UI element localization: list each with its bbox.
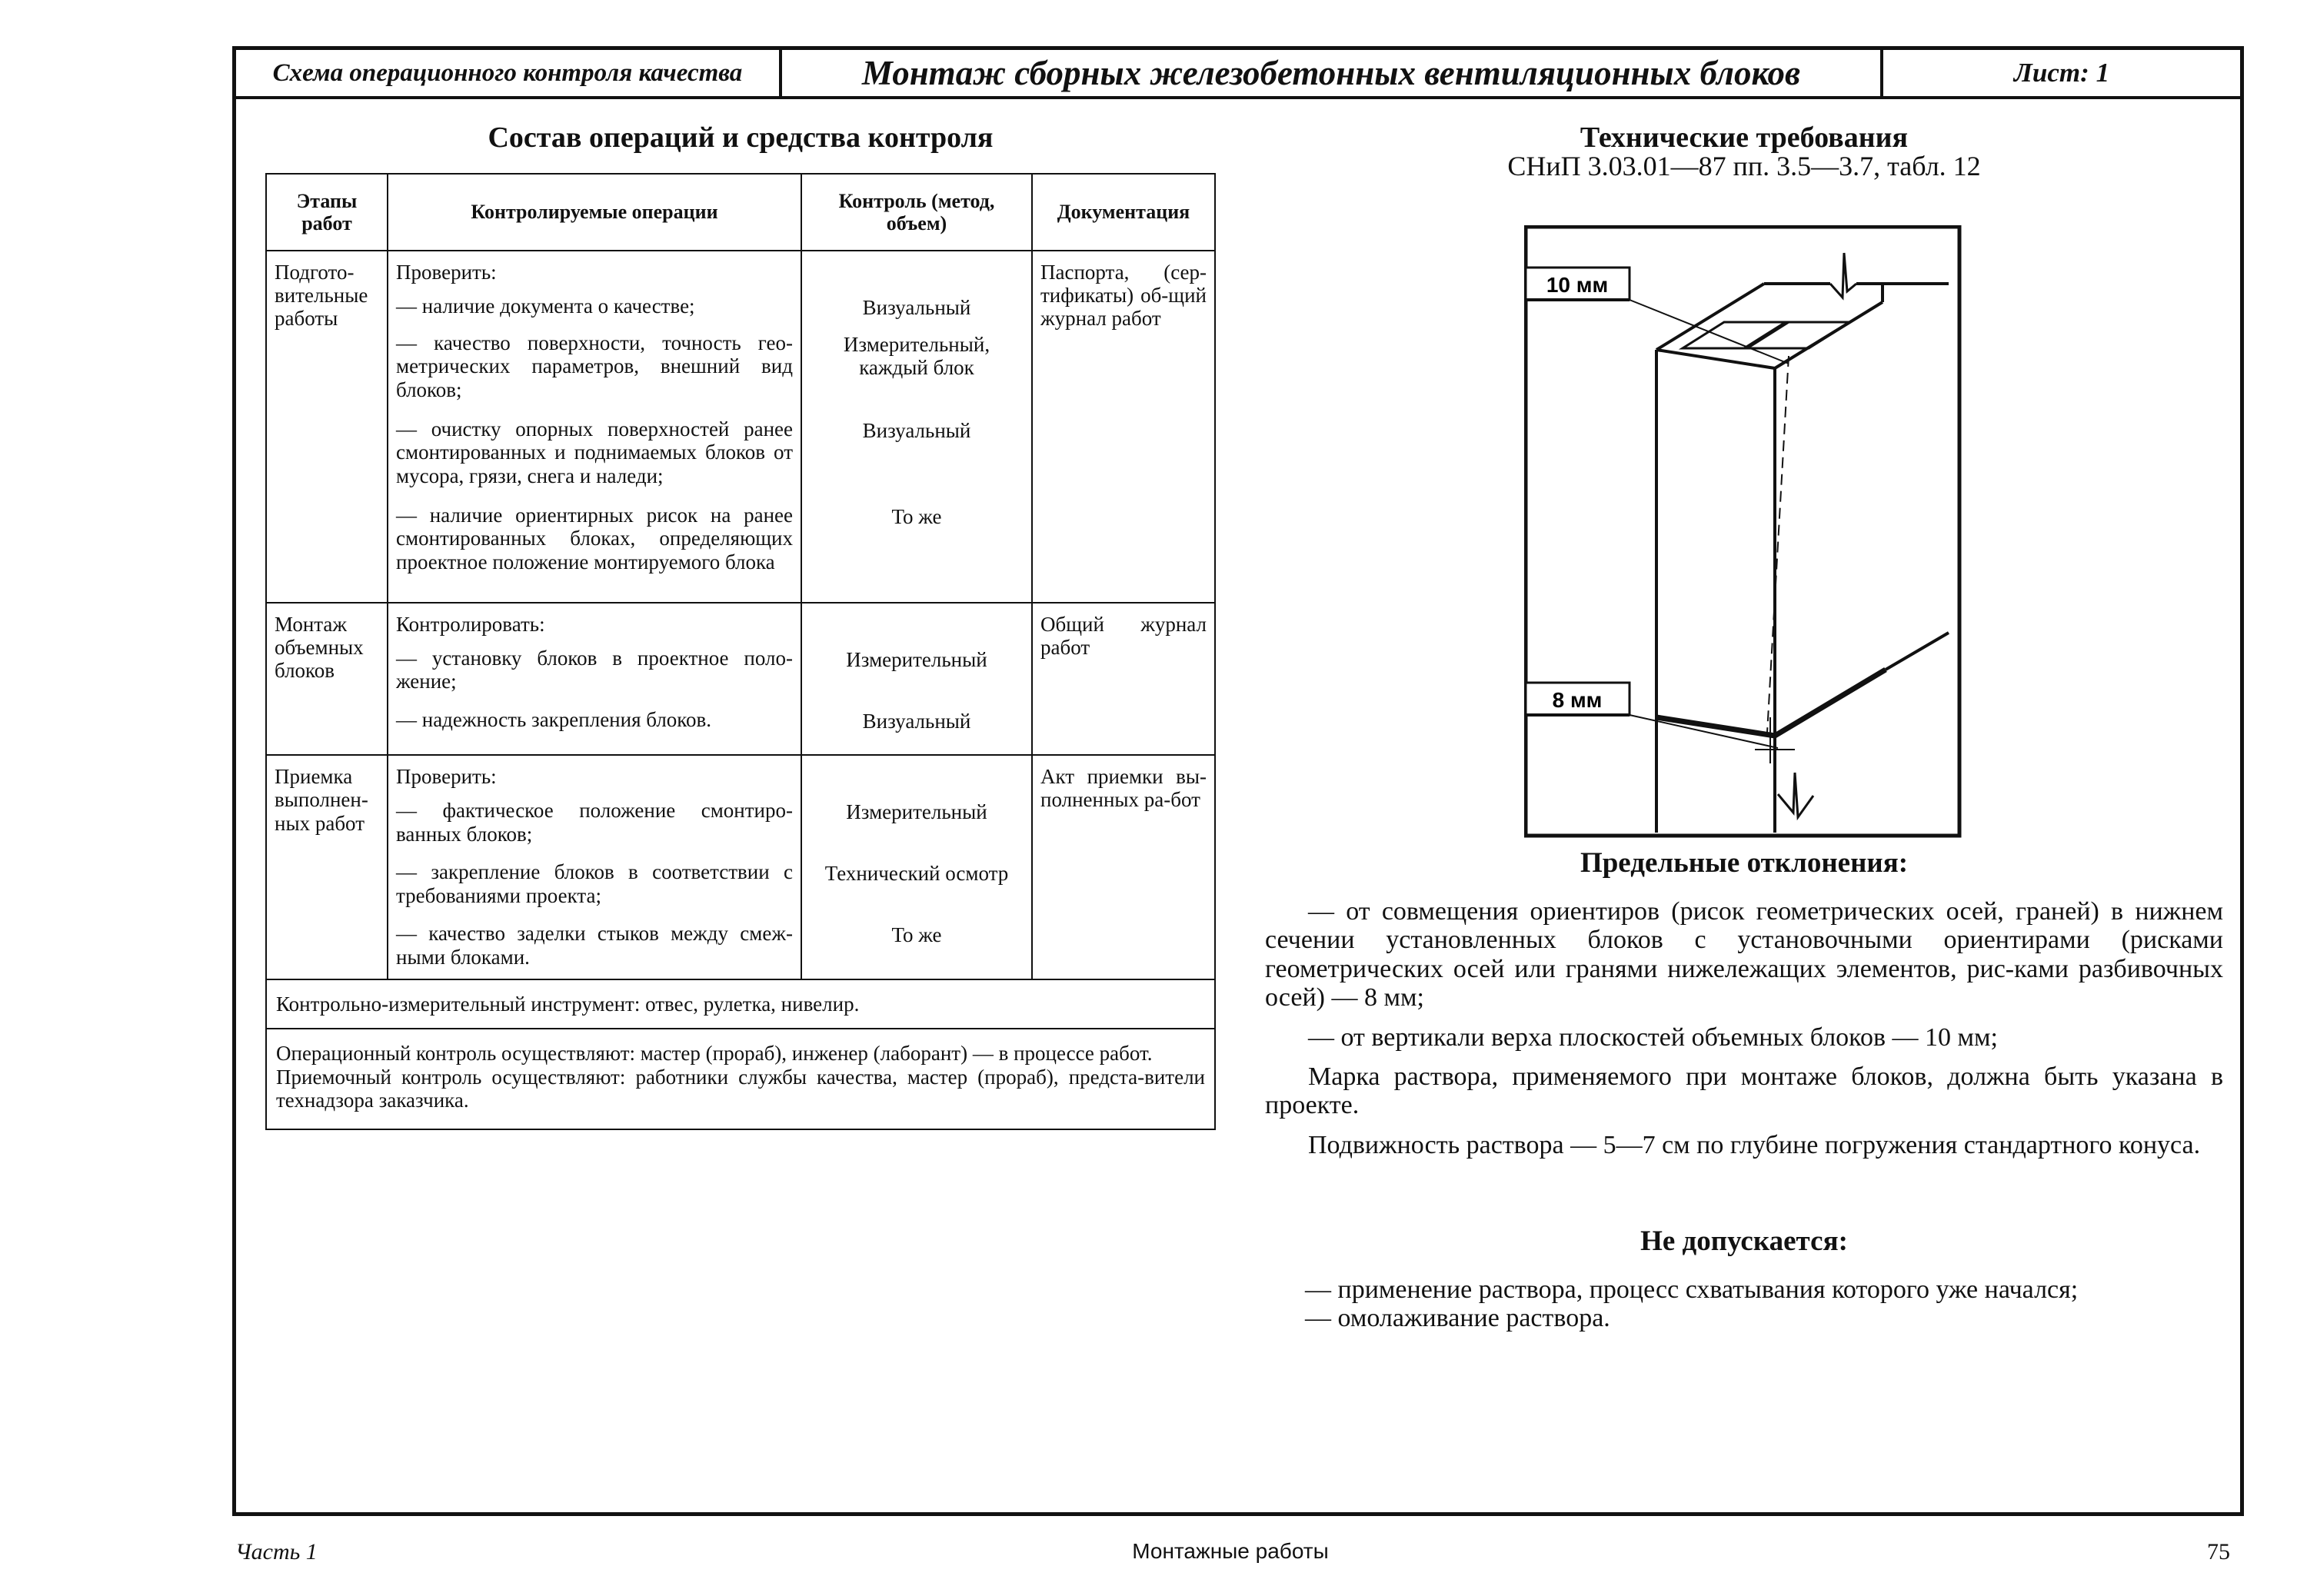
label-top-group <box>1526 268 1630 300</box>
col-header-documentation: Документация <box>1032 174 1215 251</box>
not-allowed-item: — применение раствора, процесс схватывания которого уже начался; <box>1305 1275 2079 1304</box>
operation-item: — фактическое положение смонтиро-ванных блоков; <box>396 799 793 846</box>
operations-title: Состав операций и средства контроля <box>488 121 994 154</box>
control-notes <box>266 1029 1215 1129</box>
row-intro: Контролировать: <box>396 613 545 636</box>
control-method: То же <box>891 923 942 947</box>
page-number: 75 <box>2207 1539 2230 1564</box>
operation-item: — надежность закрепления блоков. <box>396 708 712 732</box>
sheet-frame <box>232 46 2244 1516</box>
row-documentation: Акт приемки вы-полненных ра-бот <box>1032 755 1215 979</box>
not-allowed-item: — омолаживание раствора. <box>1305 1304 1610 1333</box>
table-header-row <box>266 174 1215 251</box>
diagram-border <box>1526 227 1959 836</box>
control-method: Технический осмотр <box>824 862 1009 886</box>
header-bar <box>236 50 2240 99</box>
header-scheme-label: Схема операционного контроля качества <box>236 50 782 96</box>
col-header-stage: Этапы работ <box>266 174 388 251</box>
control-method: Визуальный <box>862 710 971 733</box>
instruments-note: Контрольно-измерительный инструмент: отвес, рулетка, нивелир. <box>266 979 1215 1029</box>
table-row <box>266 755 1215 979</box>
footer-part: Часть 1 <box>235 1539 318 1564</box>
operation-item: — закрепление блоков в соответствии с требованиями проекта; <box>396 860 793 907</box>
row-documentation: Паспорта, (сер-тификаты) об-щий журнал работ <box>1032 251 1215 603</box>
page-footer <box>0 1539 2307 1578</box>
row-stage: Приемка выполнен-ных работ <box>266 755 388 979</box>
col-header-control: Контроль (метод, объем) <box>801 174 1032 251</box>
table-row <box>266 603 1215 755</box>
deviation-item: — от вертикали верха плоскостей объемных блоков — 10 мм; <box>1308 1022 1998 1052</box>
footer-section: Монтажные работы <box>1132 1539 1329 1563</box>
row-documentation: Общий журнал работ <box>1032 603 1215 755</box>
row-intro: Проверить: <box>396 261 497 284</box>
operation-item: — очистку опорных поверхностей ранее смонтированных и поднимаемых блоков от мусора, грязи, снега и наледи; <box>396 417 793 487</box>
operation-item: — наличие ориентирных рисок на ранее смонтированных блоках, определяющих проектное положение монтируемого блока <box>396 504 793 574</box>
control-notes-row <box>266 1029 1215 1129</box>
operation-item: — установку блоков в проектное поло-жение; <box>396 647 793 693</box>
header-sheet-number: Лист: 1 <box>2013 58 2110 88</box>
label-bottom-group <box>1526 683 1630 715</box>
control-method: Визуальный <box>862 419 971 442</box>
tech-requirements-title: Технические требования <box>1580 121 1909 154</box>
row-intro: Проверить: <box>396 765 497 789</box>
deviation-item: — от совмещения ориентиров (рисок геометрических осей, граней) в нижнем сечении установленных блоков с установочными ориентирами (рисками геометрических осей или гранями нижележащих элементов, рис-ками разбивочных осей) — 8 мм; <box>1265 897 2223 1012</box>
control-note-operational: Операционный контроль осуществляют: мастер (прораб), инженер (лаборант) — в процессе работ. <box>276 1042 1153 1066</box>
header-title: Монтаж сборных железобетонных вентиляционных блоков <box>782 50 1883 96</box>
row-stage: Монтаж объемных блоков <box>266 603 388 755</box>
table-row <box>266 251 1215 603</box>
control-method: Измерительный, каждый блок <box>843 333 990 380</box>
control-method: То же <box>891 505 942 528</box>
col-header-operations: Контролируемые операции <box>388 174 801 251</box>
control-note-acceptance: Приемочный контроль осуществляют: работники службы качества, мастер (прораб), предста-вители технадзора заказчика. <box>276 1065 1205 1112</box>
operation-item: — наличие документа о качестве; <box>396 294 695 318</box>
label-10mm: 10 мм <box>1546 273 1609 297</box>
control-method: Измерительный <box>846 800 987 824</box>
not-allowed-list <box>1265 1275 2223 1333</box>
ventilation-block <box>1656 253 1949 833</box>
label-8mm: 8 мм <box>1552 688 1603 712</box>
deviations-text <box>1265 897 2223 1170</box>
deviations-title: Предельные отклонения: <box>1580 847 1909 879</box>
control-method: Измерительный <box>846 648 987 671</box>
row-control <box>801 755 1032 979</box>
mortar-grade-text: Марка раствора, применяемого при монтаже блоков, должна быть указана в проекте. <box>1265 1062 2223 1120</box>
not-allowed-title: Не допускается: <box>1640 1225 1848 1257</box>
control-method: Визуальный <box>862 296 971 319</box>
row-operations <box>388 755 801 979</box>
vertical-reference-line <box>1767 356 1789 733</box>
mortar-mobility-text: Подвижность раствора — 5—7 см по глубине погружения стандартного конуса. <box>1308 1130 2201 1159</box>
row-control <box>801 603 1032 755</box>
operations-table <box>265 173 1216 1130</box>
snip-reference: СНиП 3.03.01—87 пп. 3.5—3.7, табл. 12 <box>1507 151 1981 181</box>
row-control <box>801 251 1032 603</box>
row-operations <box>388 603 801 755</box>
block-diagram <box>1524 225 1962 854</box>
operation-item: — качество заделки стыков между смеж-ными блоками. <box>396 922 793 969</box>
row-operations <box>388 251 801 603</box>
operation-item: — качество поверхности, точность гео-метрических параметров, внешний вид блоков; <box>396 331 793 401</box>
row-stage: Подгото-вительные работы <box>266 251 388 603</box>
instruments-row <box>266 979 1215 1029</box>
